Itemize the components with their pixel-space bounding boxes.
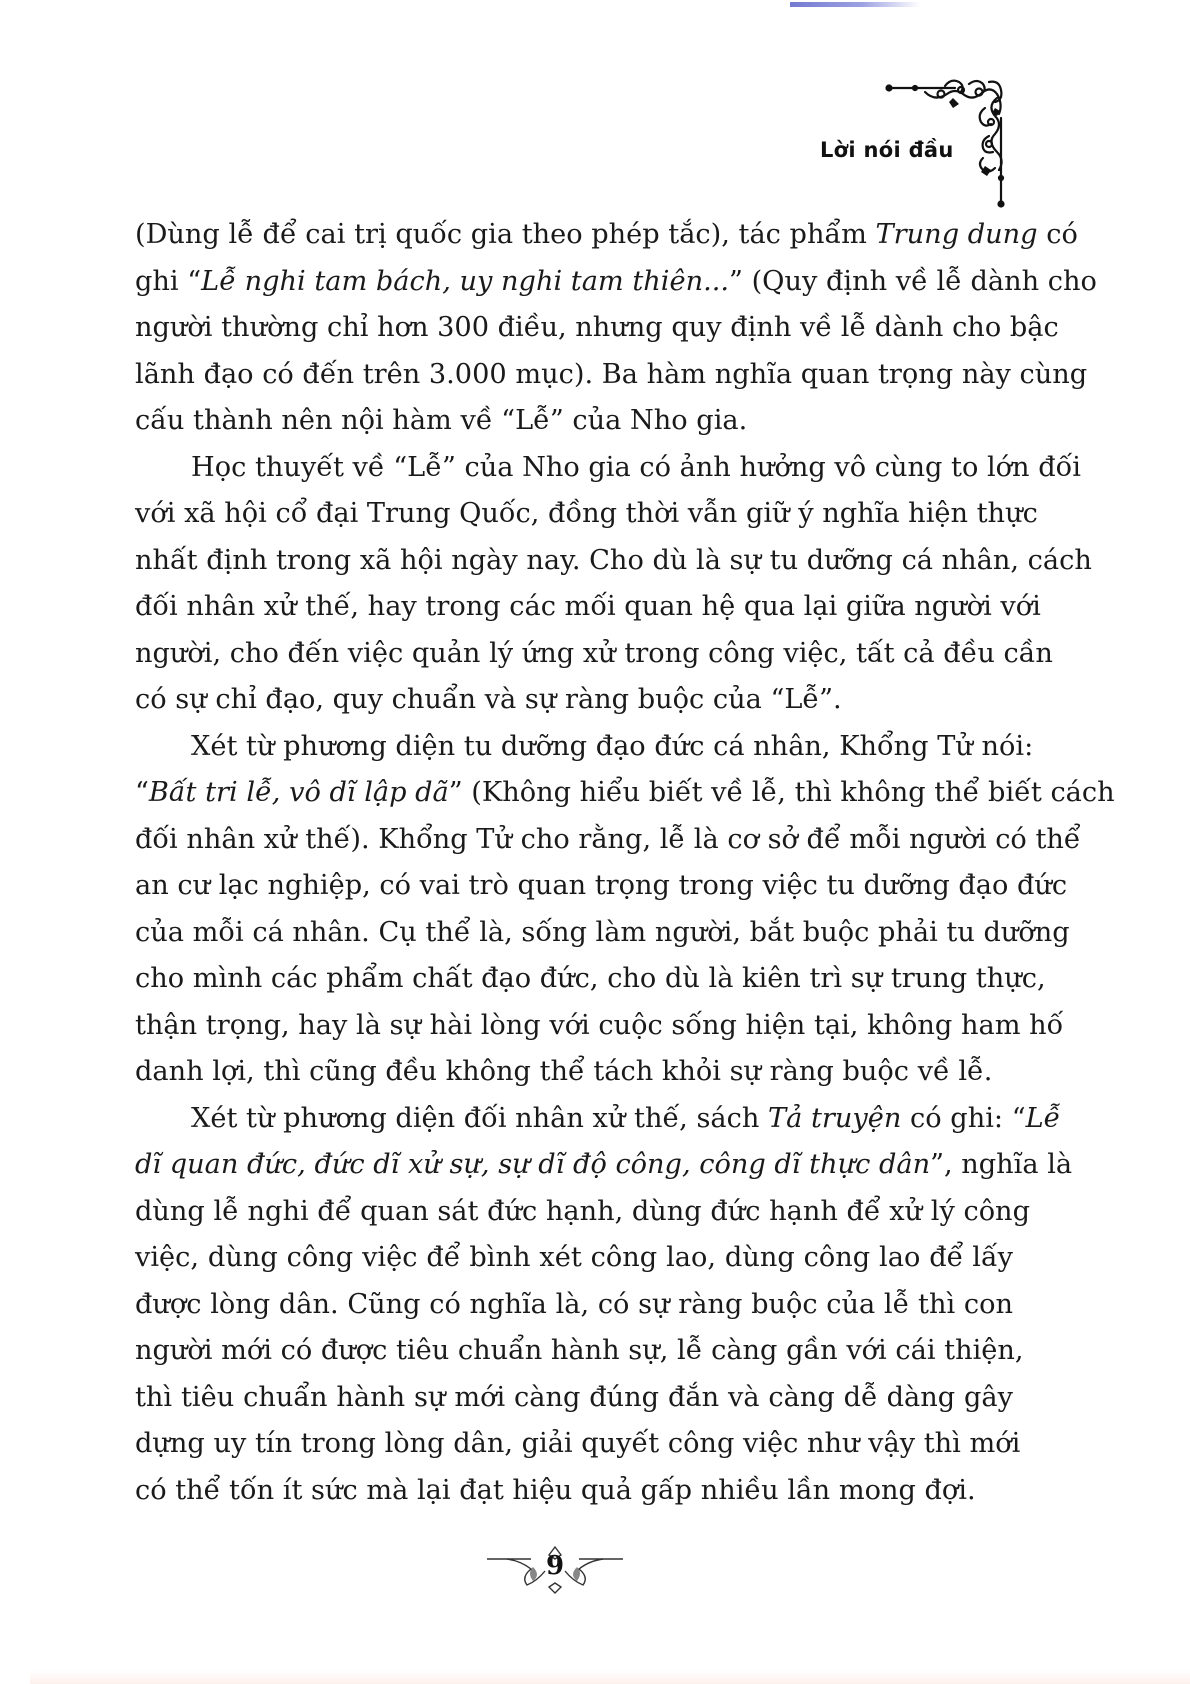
text-line (135, 491, 1038, 538)
text-run: dùng lễ nghi để quan sát đức hạnh, dùng đức hạnh để xử lý công (135, 1195, 1030, 1227)
paragraph (135, 1096, 1073, 1515)
text-line (135, 817, 1081, 864)
text-run: Học thuyết về “Lễ” của Nho gia có ảnh hưởng vô cùng to lớn đối (191, 451, 1081, 483)
text-run: có (1037, 219, 1078, 250)
italic-run: Lễ nghi tam bách, uy nghi tam thiên... (201, 265, 730, 297)
text-line (135, 1375, 1013, 1422)
text-run: ghi “ (135, 265, 202, 297)
chapter-title: Lời nói đầu (820, 138, 954, 162)
text-run: việc, dùng công việc để bình xét công lao, dùng công lao để lấy (135, 1242, 1013, 1273)
body-text (135, 212, 1115, 1514)
text-line (135, 631, 1053, 678)
text-line (135, 1421, 1021, 1468)
text-line (135, 677, 1013, 724)
text-run: được lòng dân. Cũng có nghĩa là, có sự ràng buộc của lễ thì con (135, 1288, 1013, 1320)
text-line (135, 1003, 1064, 1050)
text-run: “ (135, 777, 149, 808)
text-run: thận trọng, hay là sự hài lòng với cuộc sống hiện tại, không ham hố (135, 1009, 1064, 1041)
text-run: cấu thành nên nội hàm về “Lễ” của Nho gia. (135, 405, 748, 436)
text-line (135, 352, 1088, 399)
text-line (135, 305, 1059, 352)
text-line (135, 398, 1013, 445)
text-line (135, 1096, 1061, 1143)
italic-run: Bất tri lễ, vô dĩ lập dã (148, 777, 449, 808)
text-line (135, 538, 1092, 585)
text-line (135, 724, 1034, 771)
paragraph (135, 724, 1115, 1096)
text-run: người, cho đến việc quản lý ứng xử trong công việc, tất cả đều cần (135, 637, 1053, 669)
text-run: người mới có được tiêu chuẩn hành sự, lễ càng gần với cái thiện, (135, 1335, 1024, 1366)
page-number: 9 (545, 1551, 565, 1581)
paragraph (135, 212, 1097, 445)
text-line (135, 584, 1041, 631)
text-line (135, 1189, 1030, 1236)
text-run: (Dùng lễ để cai trị quốc gia theo phép tắc), tác phẩm (135, 219, 876, 250)
text-run: ” (Quy định về lễ dành cho (729, 265, 1097, 297)
text-line (135, 1282, 1013, 1329)
paragraph (135, 445, 1092, 724)
text-run: dựng uy tín trong lòng dân, giải quyết công việc như vậy thì mới (135, 1428, 1021, 1459)
text-line (135, 1328, 1024, 1375)
text-line (135, 1049, 1013, 1096)
italic-run: dĩ quan đức, đức dĩ xử sự, sự dĩ độ công, công dĩ thực dân (135, 1149, 931, 1180)
text-run: an cư lạc nghiệp, có vai trò quan trọng trong việc tu dưỡng đạo đức (135, 870, 1068, 901)
text-run: ” (Không hiểu biết về lễ, thì không thể biết cách (448, 777, 1115, 808)
text-line (135, 770, 1115, 817)
text-run: có ghi: “ (901, 1102, 1026, 1134)
corner-flourish-icon (885, 78, 1020, 208)
text-line (135, 445, 1081, 492)
text-line (135, 259, 1097, 306)
text-run: của mỗi cá nhân. Cụ thể là, sống làm người, bắt buộc phải tu dưỡng (135, 916, 1070, 948)
text-run: đối nhân xử thế). Khổng Tử cho rằng, lễ là cơ sở để mỗi người có thể (135, 823, 1081, 855)
text-line (135, 956, 1046, 1003)
text-run: có thể tốn ít sức mà lại đạt hiệu quả gấp nhiều lần mong đợi. (135, 1474, 976, 1506)
text-run: nhất định trong xã hội ngày nay. Cho dù là sự tu dưỡng cá nhân, cách (135, 544, 1092, 576)
text-line (135, 1142, 1073, 1189)
text-run: đối nhân xử thế, hay trong các mối quan hệ qua lại giữa người với (135, 591, 1041, 622)
text-run: Xét từ phương diện tu dưỡng đạo đức cá nhân, Khổng Tử nói: (191, 730, 1034, 762)
text-run: với xã hội cổ đại Trung Quốc, đồng thời vẫn giữ ý nghĩa hiện thực (135, 498, 1038, 529)
text-run: lãnh đạo có đến trên 3.000 mục). Ba hàm nghĩa quan trọng này cùng (135, 358, 1088, 390)
italic-run: Lễ (1025, 1102, 1061, 1134)
text-line (135, 1468, 1013, 1515)
text-run: có sự chỉ đạo, quy chuẩn và sự ràng buộc của “Lễ”. (135, 684, 842, 715)
page-folio (485, 1545, 625, 1595)
text-line (135, 863, 1068, 910)
text-run: Xét từ phương diện đối nhân xử thế, sách (191, 1102, 769, 1134)
scan-bottom-edge (30, 1670, 1190, 1684)
italic-run: Tả truyện (768, 1102, 902, 1134)
scan-edge-mark (790, 2, 920, 7)
text-line (135, 212, 1078, 259)
text-run: người thường chỉ hơn 300 điều, nhưng quy định về lễ dành cho bậc (135, 312, 1059, 343)
text-run: thì tiêu chuẩn hành sự mới càng đúng đắn và càng dễ dàng gây (135, 1381, 1013, 1413)
text-run: ”, nghĩa là (930, 1149, 1073, 1180)
italic-run: Trung dung (875, 219, 1038, 250)
text-run: danh lợi, thì cũng đều không thể tách khỏi sự ràng buộc về lễ. (135, 1056, 993, 1087)
text-line (135, 1235, 1013, 1282)
text-line (135, 910, 1070, 957)
text-run: cho mình các phẩm chất đạo đức, cho dù là kiên trì sự trung thực, (135, 963, 1046, 994)
